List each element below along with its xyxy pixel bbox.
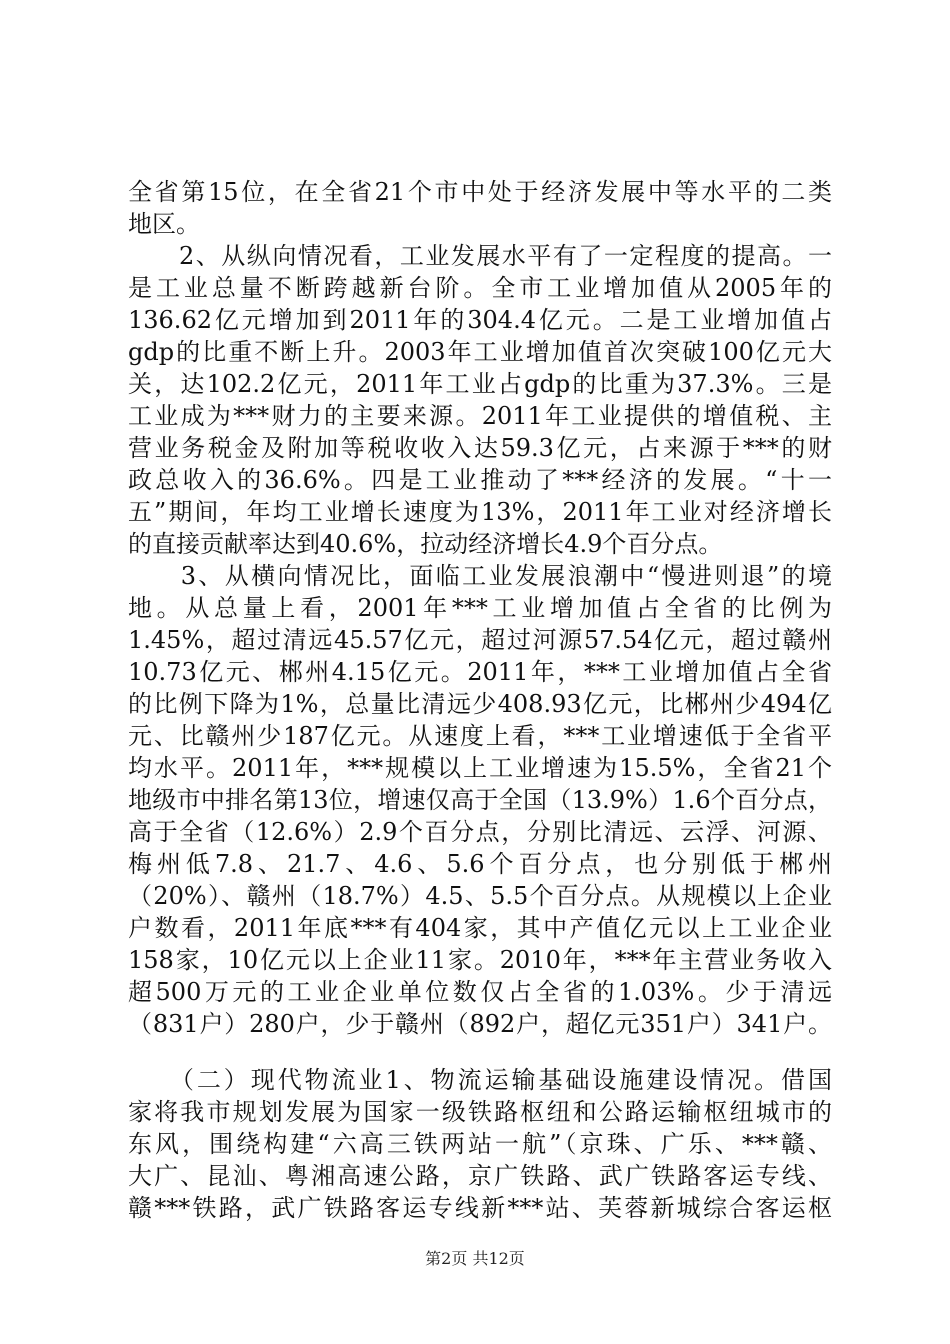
text-line: 工业成为***财力的主要来源。2011年工业提供的增值税、主 xyxy=(128,402,832,430)
text-line: 政总收入的36.6%。四是工业推动了***经济的发展。“十一 xyxy=(128,466,832,494)
text-line: 全省第15位，在全省21个市中处于经济发展中等水平的二类 xyxy=(128,178,832,206)
text-line: 1.45%，超过清远45.57亿元，超过河源57.54亿元，超过赣州 xyxy=(128,626,832,654)
text-line: 东风，围绕构建“六高三铁两站一航”（京珠、广乐、***赣、 xyxy=(128,1130,832,1158)
text-line: 家将我市规划发展为国家一级铁路枢纽和公路运输枢纽城市的 xyxy=(128,1098,832,1126)
text-line: 高于全省（12.6%）2.9个百分点，分别比清远、云浮、河源、 xyxy=(128,818,832,846)
text-line: 是工业总量不断跨越新台阶。全市工业增加值从2005年的 xyxy=(128,274,832,302)
text-line: 超500万元的工业企业单位数仅占全省的1.03%。少于清远 xyxy=(128,978,832,1006)
text-line: 2、从纵向情况看，工业发展水平有了一定程度的提高。一 xyxy=(128,242,832,270)
text-line: 营业务税金及附加等税收收入达59.3亿元，占来源于***的财 xyxy=(128,434,832,462)
text-line: 3、从横向情况比，面临工业发展浪潮中“慢进则退”的境 xyxy=(128,562,832,590)
text-line: 136.62亿元增加到2011年的304.4亿元。二是工业增加值占 xyxy=(128,306,832,334)
text-line: 10.73亿元、郴州4.15亿元。2011年，***工业增加值占全省 xyxy=(128,658,832,686)
text-line: 地区。 xyxy=(128,210,200,238)
text-line: 均水平。2011年，***规模以上工业增速为15.5%，全省21个 xyxy=(128,754,832,782)
text-line: 五”期间，年均工业增长速度为13%，2011年工业对经济增长 xyxy=(128,498,832,526)
text-line: （20%）、赣州（18.7%）4.5、5.5个百分点。从规模以上企业 xyxy=(128,882,832,910)
text-line: 地级市中排名第13位，增速仅高于全国（13.9%）1.6个百分点， xyxy=(128,786,832,814)
text-line: gdp的比重不断上升。2003年工业增加值首次突破100亿元大 xyxy=(128,338,832,366)
text-line: 元、比赣州少187亿元。从速度上看，***工业增速低于全省平 xyxy=(128,722,832,750)
page-footer: 第2页 共12页 xyxy=(425,1249,525,1268)
text-line: 的比例下降为1%，总量比清远少408.93亿元，比郴州少494亿 xyxy=(128,690,832,718)
text-line: 的直接贡献率达到40.6%，拉动经济增长4.9个百分点。 xyxy=(128,530,723,558)
text-line: 大广、昆汕、粤湘高速公路，京广铁路、武广铁路客运专线、 xyxy=(128,1162,832,1190)
text-line: 地。从总量上看，2001年***工业增加值占全省的比例为 xyxy=(128,594,832,622)
text-line: 户数看，2011年底***有404家，其中产值亿元以上工业企业 xyxy=(128,914,832,942)
text-line: （831户）280户，少于赣州（892户，超亿元351户）341户。 xyxy=(128,1010,832,1038)
text-line: 赣***铁路，武广铁路客运专线新***站、芙蓉新城综合客运枢 xyxy=(128,1194,832,1222)
text-line: 梅州低7.8、21.7、4.6、5.6个百分点，也分别低于郴州 xyxy=(128,850,832,878)
text-line: 158家，10亿元以上企业11家。2010年，***年主营业务收入 xyxy=(128,946,832,974)
text-line: （二）现代物流业1、物流运输基础设施建设情况。借国 xyxy=(128,1066,832,1094)
text-line: 关，达102.2亿元，2011年工业占gdp的比重为37.3%。三是 xyxy=(128,370,832,398)
